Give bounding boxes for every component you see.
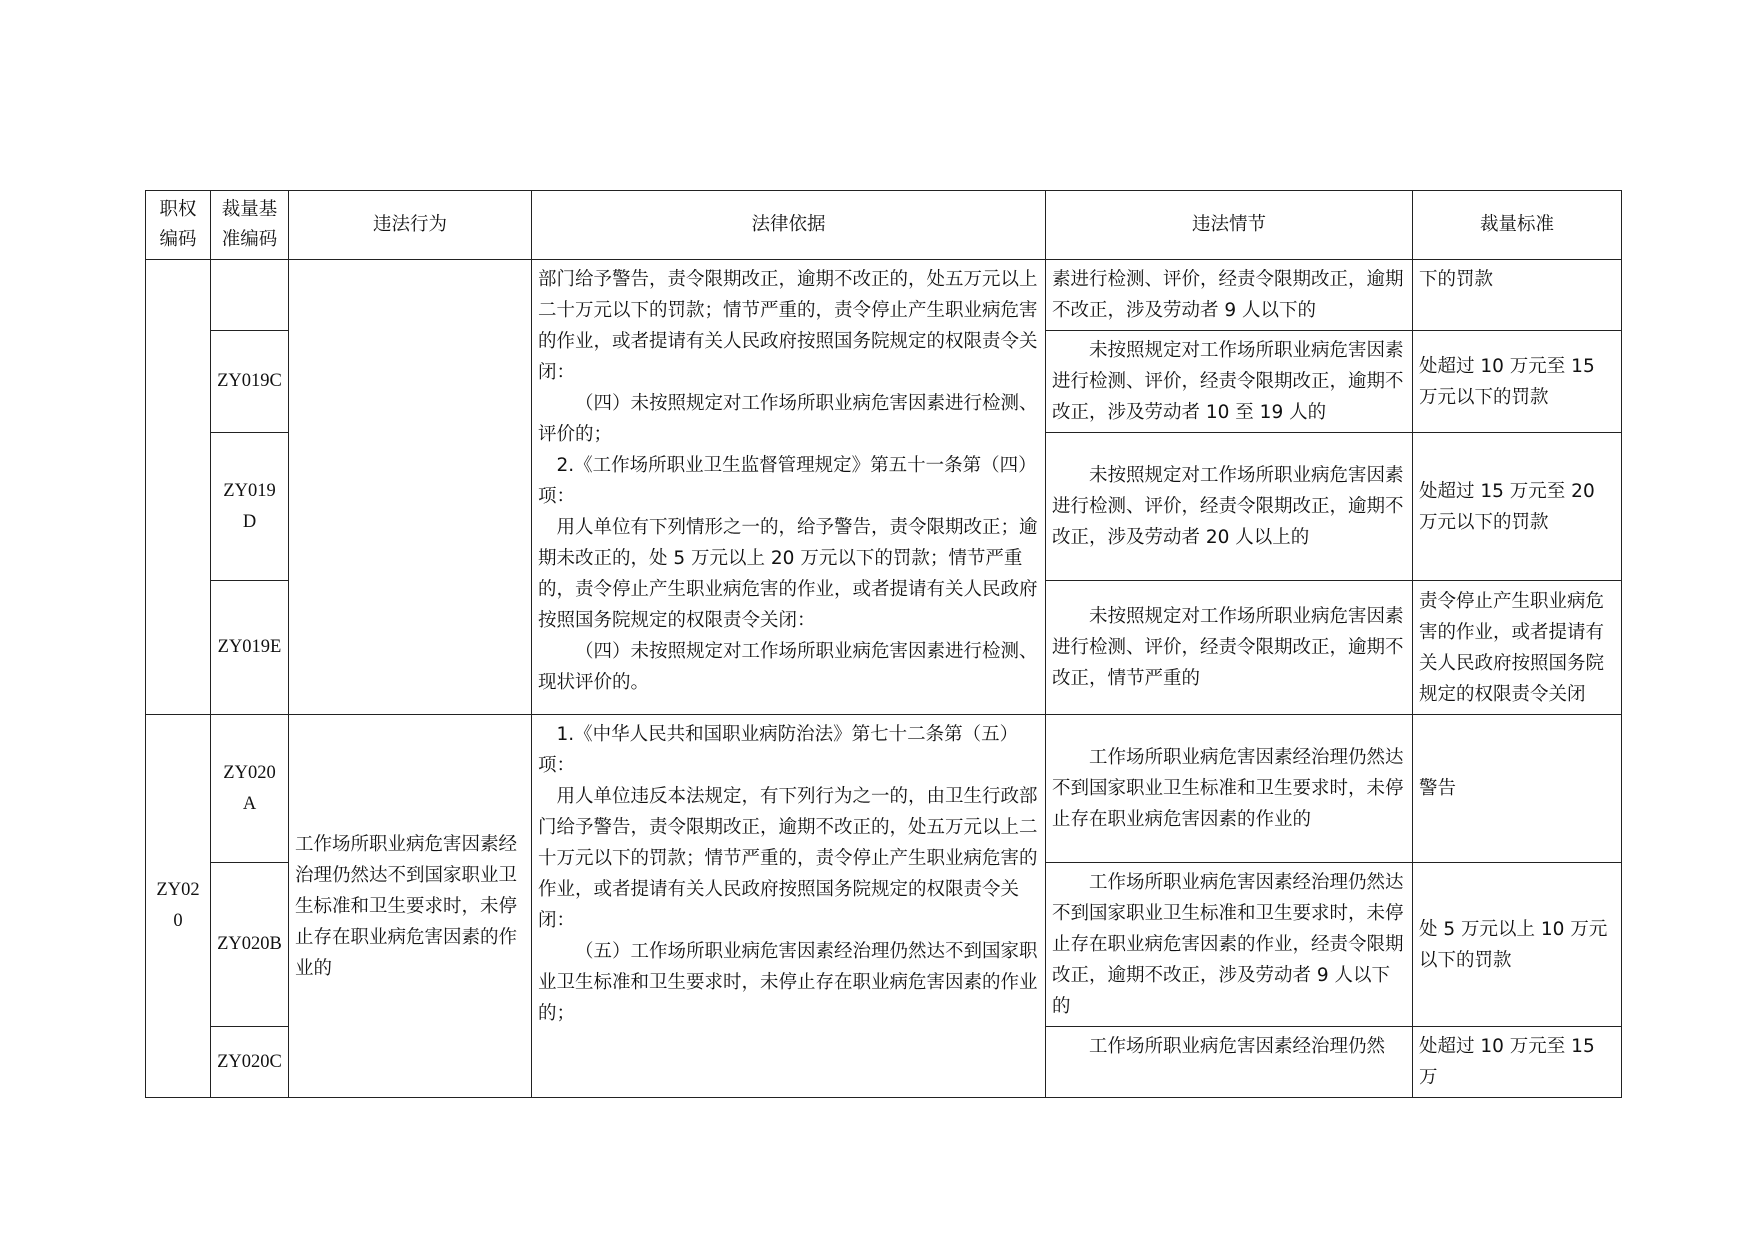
basis-paragraph: 用人单位有下列情形之一的，给予警告，责令限期改正；逾期未改正的，处 5 万元以上 20 万元以下的罚款；情节严重的，责令停止产生职业病危害的作业，或者提请有关人民政府按照国务院规定的权限责令关闭：	[538, 517, 1038, 631]
basis-paragraph: （四）未按照规定对工作场所职业病危害因素进行检测、现状评价的。	[538, 641, 1038, 693]
standard-cell: 处 5 万元以上 10 万元以下的罚款	[1413, 863, 1622, 1027]
header-authority-code: 职权编码	[146, 191, 211, 260]
benchmark-code-cell: ZY020A	[211, 715, 289, 863]
benchmark-code-cell: ZY019C	[211, 331, 289, 433]
benchmark-code-cell: ZY020B	[211, 863, 289, 1027]
circumstance-cell: 未按照规定对工作场所职业病危害因素进行检测、评价，经责令限期改正，逾期不改正，涉及劳动者 10 至 19 人的	[1046, 331, 1413, 433]
legal-basis-cell	[532, 260, 1046, 715]
benchmark-code-cell	[211, 260, 289, 331]
basis-paragraph: 用人单位违反本法规定，有下列行为之一的，由卫生行政部门给予警告，责令限期改正，逾期不改正的，处五万元以上二十万元以下的罚款；情节严重的，责令停止产生职业病危害的作业，或者提请有关人民政府按照国务院规定的权限责令关闭：	[538, 786, 1038, 931]
benchmark-code-cell: ZY019E	[211, 581, 289, 715]
table-row	[146, 715, 1622, 863]
circumstance-cell: 工作场所职业病危害因素经治理仍然达不到国家职业卫生标准和卫生要求时，未停止存在职业病危害因素的作业，经责令限期改正，逾期不改正，涉及劳动者 9 人以下的	[1046, 863, 1413, 1027]
circumstance-cell: 未按照规定对工作场所职业病危害因素进行检测、评价，经责令限期改正，逾期不改正，情节严重的	[1046, 581, 1413, 715]
standard-cell: 责令停止产生职业病危害的作业，或者提请有关人民政府按照国务院规定的权限责令关闭	[1413, 581, 1622, 715]
header-benchmark-code: 裁量基准编码	[211, 191, 289, 260]
table-row	[146, 260, 1622, 331]
legal-basis-cell	[532, 715, 1046, 1098]
violation-cell	[289, 260, 532, 715]
standard-cell: 处超过 10 万元至 15 万元以下的罚款	[1413, 331, 1622, 433]
circumstance-cell: 工作场所职业病危害因素经治理仍然达不到国家职业卫生标准和卫生要求时，未停止存在职业病危害因素的作业的	[1046, 715, 1413, 863]
authority-code-cell: ZY020	[146, 715, 211, 1098]
standard-cell: 处超过 15 万元至 20 万元以下的罚款	[1413, 433, 1622, 581]
standard-cell: 处超过 10 万元至 15 万	[1413, 1027, 1622, 1098]
basis-paragraph: 2.《工作场所职业卫生监督管理规定》第五十一条第（四）项：	[538, 455, 1037, 507]
basis-paragraph: （四）未按照规定对工作场所职业病危害因素进行检测、评价的；	[538, 393, 1038, 445]
basis-paragraph: 部门给予警告，责令限期改正，逾期不改正的，处五万元以上二十万元以下的罚款；情节严重的，责令停止产生职业病危害的作业，或者提请有关人民政府按照国务院规定的权限责令关闭：	[538, 269, 1038, 383]
circumstance-cell: 素进行检测、评价，经责令限期改正，逾期不改正，涉及劳动者 9 人以下的	[1046, 260, 1413, 331]
circumstance-cell: 未按照规定对工作场所职业病危害因素进行检测、评价，经责令限期改正，逾期不改正，涉及劳动者 20 人以上的	[1046, 433, 1413, 581]
basis-paragraph: （五）工作场所职业病危害因素经治理仍然达不到国家职业卫生标准和卫生要求时，未停止存在职业病危害因素的作业的；	[538, 941, 1038, 1024]
violation-cell: 工作场所职业病危害因素经治理仍然达不到国家职业卫生标准和卫生要求时，未停止存在职业病危害因素的作业的	[289, 715, 532, 1098]
standard-cell: 警告	[1413, 715, 1622, 863]
circumstance-cell: 工作场所职业病危害因素经治理仍然	[1046, 1027, 1413, 1098]
benchmark-code-cell: ZY019D	[211, 433, 289, 581]
discretion-standard-table	[145, 190, 1622, 1098]
basis-paragraph: 1.《中华人民共和国职业病防治法》第七十二条第（五）项：	[538, 724, 1019, 776]
header-circumstance: 违法情节	[1046, 191, 1413, 260]
benchmark-code-cell: ZY020C	[211, 1027, 289, 1098]
header-row	[146, 191, 1622, 260]
header-violation: 违法行为	[289, 191, 532, 260]
header-standard: 裁量标准	[1413, 191, 1622, 260]
standard-cell: 下的罚款	[1413, 260, 1622, 331]
authority-code-cell	[146, 260, 211, 715]
header-legal-basis: 法律依据	[532, 191, 1046, 260]
